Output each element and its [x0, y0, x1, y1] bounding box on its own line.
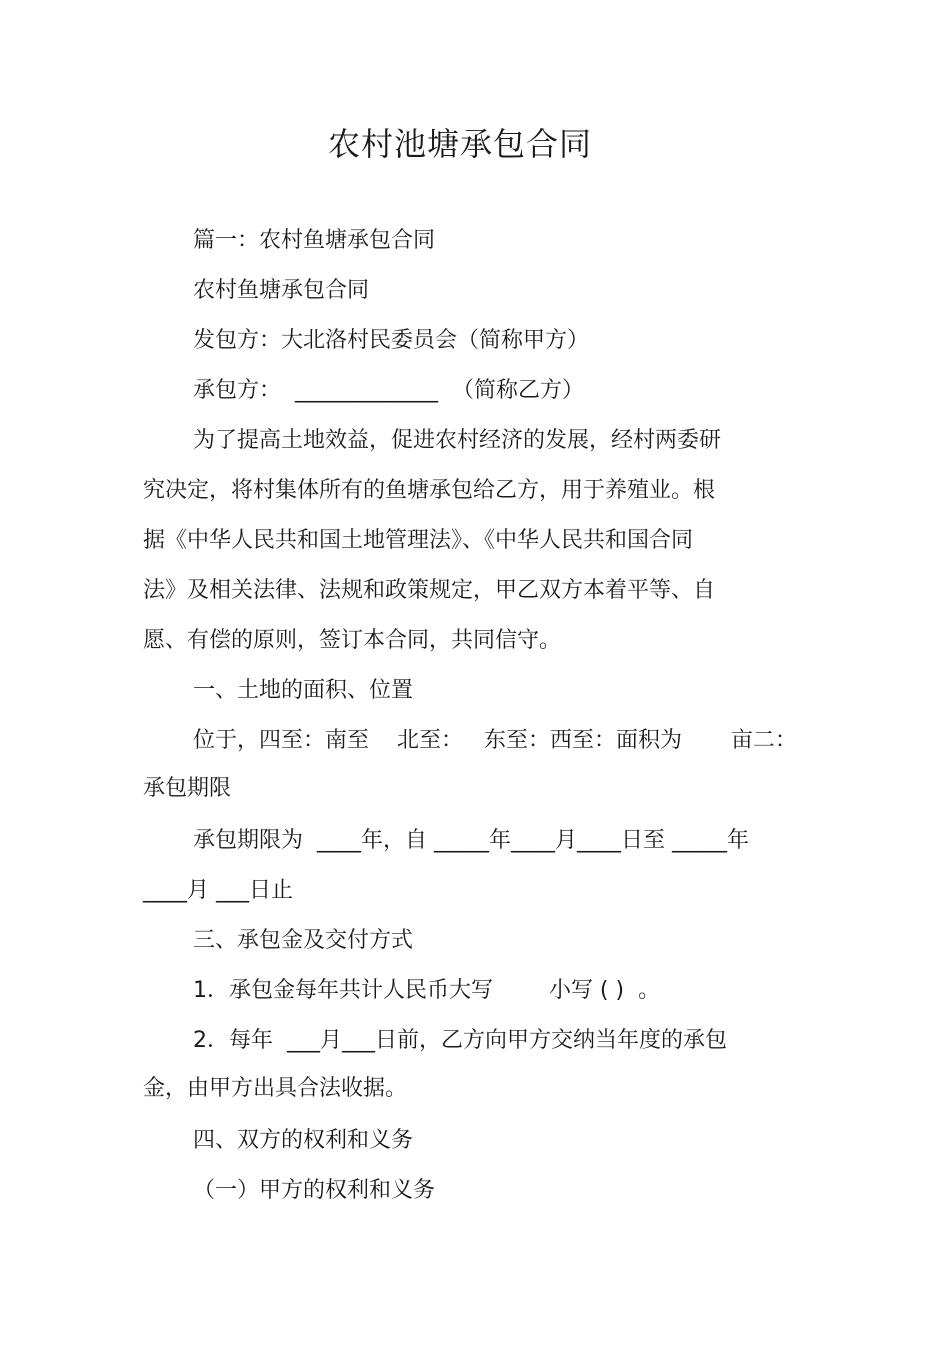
- payment-item-1: 1．承包金每年共计人民币大写 小写 ( ) 。: [193, 978, 661, 1003]
- party-a-line: 发包方：大北洛村民委员会（简称甲方）: [193, 328, 590, 353]
- section-1-heading: 一、土地的面积、位置: [193, 678, 414, 703]
- term-line-1: 承包期限为 ____年，自 _____年____月____日至 _____年: [193, 828, 749, 853]
- location-line: 位于，四至：南至 北至： 东至：西至：面积为 亩二：: [193, 728, 797, 753]
- preamble-line-5: 愿、有偿的原则，签订本合同，共同信守。: [143, 628, 562, 653]
- contract-subtitle: 农村鱼塘承包合同: [193, 278, 370, 303]
- section-4-heading: 四、双方的权利和义务: [193, 1128, 414, 1153]
- preamble-line-3: 据《中华人民共和国土地管理法》、《中华人民共和国合同: [143, 528, 694, 553]
- section-2-heading: 承包期限: [143, 776, 232, 801]
- preamble-line-4: 法》及相关法律、法规和政策规定，甲乙双方本着平等、自: [143, 578, 716, 603]
- payment-item-2-line-1: 2．每年 ___月___日前，乙方向甲方交纳当年度的承包: [193, 1028, 727, 1053]
- party-b-line: 承包方： _____________ （简称乙方）: [193, 378, 584, 403]
- preamble-line-2: 究决定，将村集体所有的鱼塘承包给乙方，用于养殖业。根: [143, 478, 716, 503]
- preamble-line-1: 为了提高土地效益，促进农村经济的发展，经村两委研: [193, 428, 722, 453]
- payment-item-2-line-2: 金，由甲方出具合法收据。: [143, 1076, 408, 1101]
- section-heading-part1: 篇一：农村鱼塘承包合同: [193, 228, 436, 253]
- subsection-1-heading: （一）甲方的权利和义务: [193, 1178, 436, 1203]
- term-line-2: ____月 ___日止: [143, 878, 293, 903]
- document-title: 农村池塘承包合同: [327, 125, 592, 163]
- section-3-heading: 三、承包金及交付方式: [193, 928, 414, 953]
